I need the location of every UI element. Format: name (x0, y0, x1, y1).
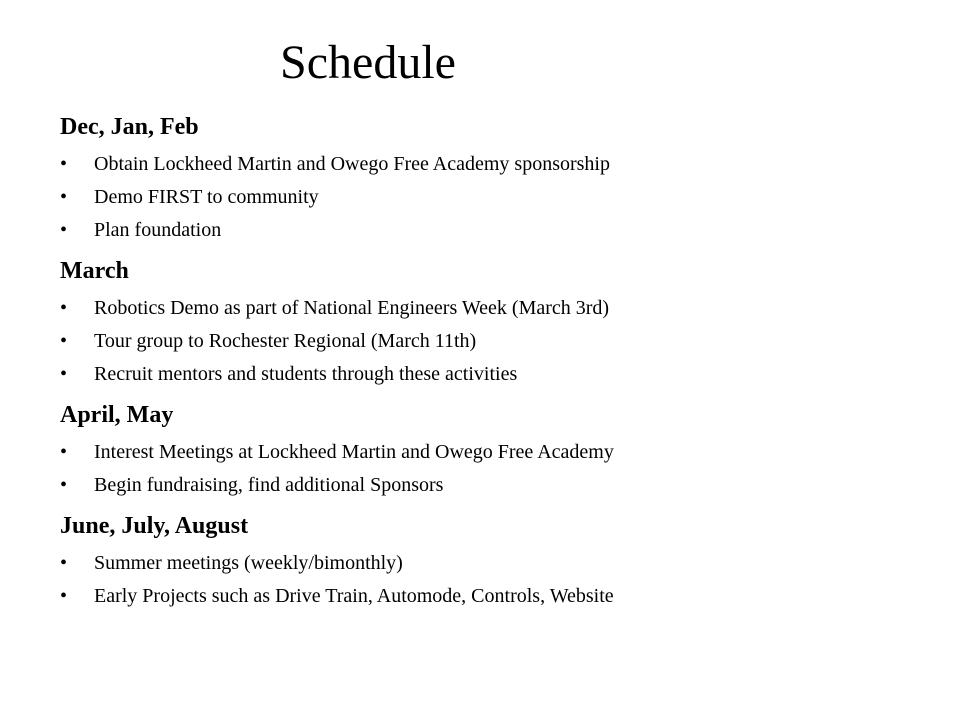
bullet-icon: • (60, 363, 68, 385)
list-item (60, 580, 940, 613)
list-item-text: Begin fundraising, find additional Sponsors (94, 474, 444, 496)
list-item-text: Tour group to Rochester Regional (March 11th) (94, 330, 477, 352)
list-item (60, 181, 940, 214)
list-item-text: Plan foundation (94, 219, 222, 241)
list-item-text: Interest Meetings at Lockheed Martin and Owego Free Academy (94, 441, 614, 463)
bullet-icon: • (60, 297, 68, 319)
bullet-icon: • (60, 330, 68, 352)
list-item (60, 148, 940, 181)
bullet-icon: • (60, 441, 68, 463)
schedule-section-dec-jan-feb (60, 106, 940, 247)
section-item-list (60, 547, 940, 613)
list-item-text: Early Projects such as Drive Train, Automode, Controls, Website (94, 585, 614, 607)
list-item (60, 547, 940, 580)
list-item (60, 214, 940, 247)
list-item-text: Recruit mentors and students through these activities (94, 363, 518, 385)
list-item (60, 436, 940, 469)
list-item-text: Robotics Demo as part of National Engineers Week (March 3rd) (94, 297, 610, 319)
section-item-list (60, 436, 940, 502)
bullet-icon: • (60, 153, 68, 175)
list-item (60, 292, 940, 325)
schedule-content (60, 106, 940, 613)
list-item-text: Summer meetings (weekly/bimonthly) (94, 552, 403, 574)
list-item (60, 358, 940, 391)
section-heading: April, May (60, 402, 174, 428)
bullet-icon: • (60, 219, 68, 241)
section-heading: March (60, 258, 129, 284)
bullet-icon: • (60, 585, 68, 607)
bullet-icon: • (60, 552, 68, 574)
section-item-list (60, 148, 940, 247)
list-item-text: Obtain Lockheed Martin and Owego Free Academy sponsorship (94, 153, 610, 175)
section-item-list (60, 292, 940, 391)
slide-title: Schedule (280, 36, 456, 89)
list-item-text: Demo FIRST to community (94, 186, 319, 208)
section-heading: June, July, August (60, 513, 249, 539)
list-item (60, 325, 940, 358)
schedule-section-march (60, 250, 940, 391)
bullet-icon: • (60, 474, 68, 496)
bullet-icon: • (60, 186, 68, 208)
schedule-section-june-july-august (60, 505, 940, 613)
section-heading: Dec, Jan, Feb (60, 114, 199, 140)
schedule-section-april-may (60, 394, 940, 502)
list-item (60, 469, 940, 502)
